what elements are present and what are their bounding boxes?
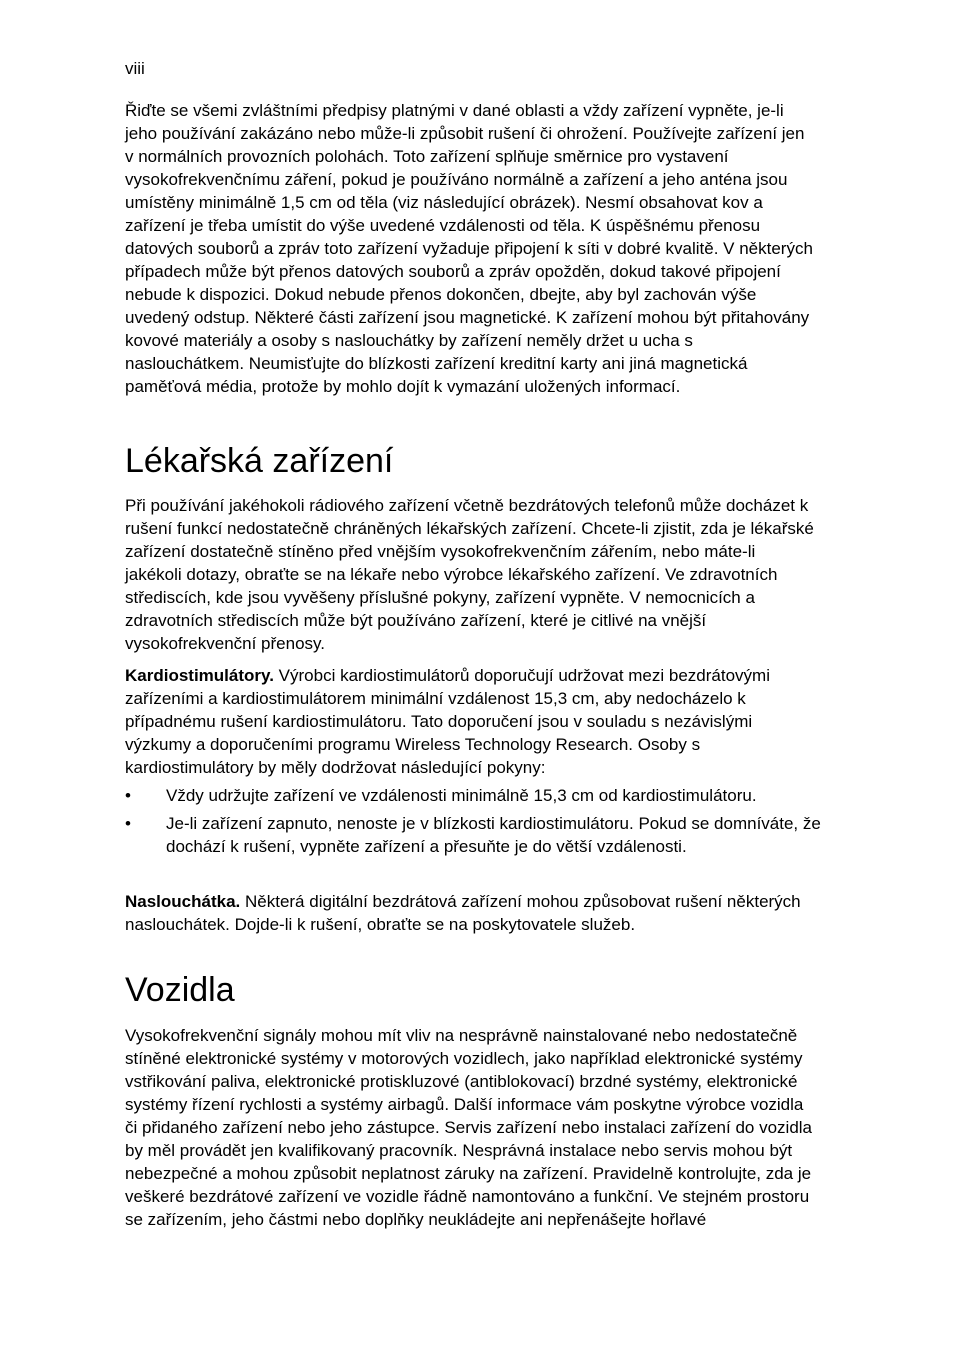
- list-item-text: Vždy udržujte zařízení ve vzdálenosti minimálně 15,3 cm od kardiostimulátoru.: [166, 786, 757, 805]
- hearing-aids-paragraph: [125, 890, 815, 936]
- page-number: viii: [125, 59, 145, 78]
- hearing-aids-label: Naslouchátka.: [125, 892, 241, 911]
- pacemaker-guidelines-list: [125, 784, 825, 858]
- pacemakers-paragraph: [125, 664, 815, 779]
- list-item: [125, 784, 825, 807]
- vehicles-heading: Vozidla: [125, 971, 235, 1009]
- medical-devices-heading: Lékařská zařízení: [125, 442, 394, 480]
- bullet-icon: •: [125, 814, 131, 833]
- list-item: [125, 812, 825, 858]
- vehicles-paragraph: Vysokofrekvenční signály mohou mít vliv na nesprávně nainstalované nebo nedostatečně stíněné elektronické systémy v motorových vozidlech, jako například elektronické systémy vstřikování paliva, elektronické protiskluzové (antiblokovací) brzdné systémy, elektronické systémy řízení rychlosti a systémy airbagů. Další informace vám poskytne výrobce vozidla či přidaného zařízení nebo jeho zástupce. Servis zařízení nebo instalaci zařízení do vozidla by měl provádět jen kvalifikovaný pracovník. Nesprávná instalace nebo servis mohou být nebezpečné a mohou způsobit neplatnost záruky na zařízení. Pravidelně kontrolujte, zda je veškeré bezdrátové zařízení ve vozidle řádně namontováno a funkční. Ve stejném prostoru se zařízením, jeho částmi nebo doplňky neukládejte ani nepřenášejte hořlavé: [125, 1026, 813, 1229]
- hearing-aids-text: Některá digitální bezdrátová zařízení mohou způsobovat rušení některých naslouchátek. Dojde-li k rušení, obraťte se na poskytovatele služeb.: [125, 892, 801, 934]
- pacemakers-text: Výrobci kardiostimulátorů doporučují udržovat mezi bezdrátovými zařízeními a kardiostimulátorem minimální vzdálenost 15,3 cm, aby nedocházelo k případnému rušení kardiostimulátoru. Tato doporučení jsou v souladu s nezávislými výzkumy a doporučeními programu Wireless Technology Research. Osoby s kardiostimulátory by měly dodržovat následující pokyny:: [125, 666, 770, 777]
- pacemakers-label: Kardiostimulátory.: [125, 666, 274, 685]
- bullet-icon: •: [125, 786, 131, 805]
- intro-paragraph: Řiďte se všemi zvláštními předpisy platnými v dané oblasti a vždy zařízení vypněte, je-li jeho používání zakázáno nebo může-li způsobit rušení či ohrožení. Používejte zařízení jen v normálních provozních polohách. Toto zařízení splňuje směrnice pro vystavení vysokofrekvenčnímu záření, pokud je používáno normálně a zařízení a jeho anténa jsou umístěny minimálně 1,5 cm od těla (viz následující obrázek). Nesmí obsahovat kov a zařízení je třeba umístit do výše uvedené vzdálenosti od těla. K úspěšnému přenosu datových souborů a zpráv toto zařízení vyžaduje připojení k síti v dobré kvalitě. V některých případech může být přenos datových souborů a zpráv opožděn, dokud takové připojení nebude k dispozici. Dokud nebude přenos dokončen, dbejte, aby byl zachován výše uvedený odstup. Některé části zařízení jsou magnetické. K zařízení mohou být přitahovány kovové materiály a osoby s naslouchátky by zařízení neměly držet u ucha s naslouchátkem. Neumisťujte do blízkosti zařízení kreditní karty ani jiná magnetická paměťová média, protože by mohlo dojít k vymazání uložených informací.: [125, 101, 813, 396]
- medical-devices-paragraph: Při používání jakéhokoli rádiového zařízení včetně bezdrátových telefonů může docházet k rušení funkcí nedostatečně chráněných lékařských zařízení. Chcete-li zjistit, zda je lékařské zařízení dostatečně stíněno před vnějším vysokofrekvenčním zářením, nebo máte-li jakékoli dotazy, obraťte se na lékaře nebo výrobce lékařského zařízení. Ve zdravotních střediscích, kde jsou vyvěšeny příslušné pokyny, zařízení vypněte. V nemocnicích a zdravotních střediscích může být používáno zařízení, které je citlivé na vnější vysokofrekvenční přenosy.: [125, 496, 814, 653]
- list-item-text: Je-li zařízení zapnuto, nenoste je v blízkosti kardiostimulátoru. Pokud se domníváte, že dochází k rušení, vypněte zařízení a přesuňte je do větší vzdálenosti.: [166, 814, 821, 856]
